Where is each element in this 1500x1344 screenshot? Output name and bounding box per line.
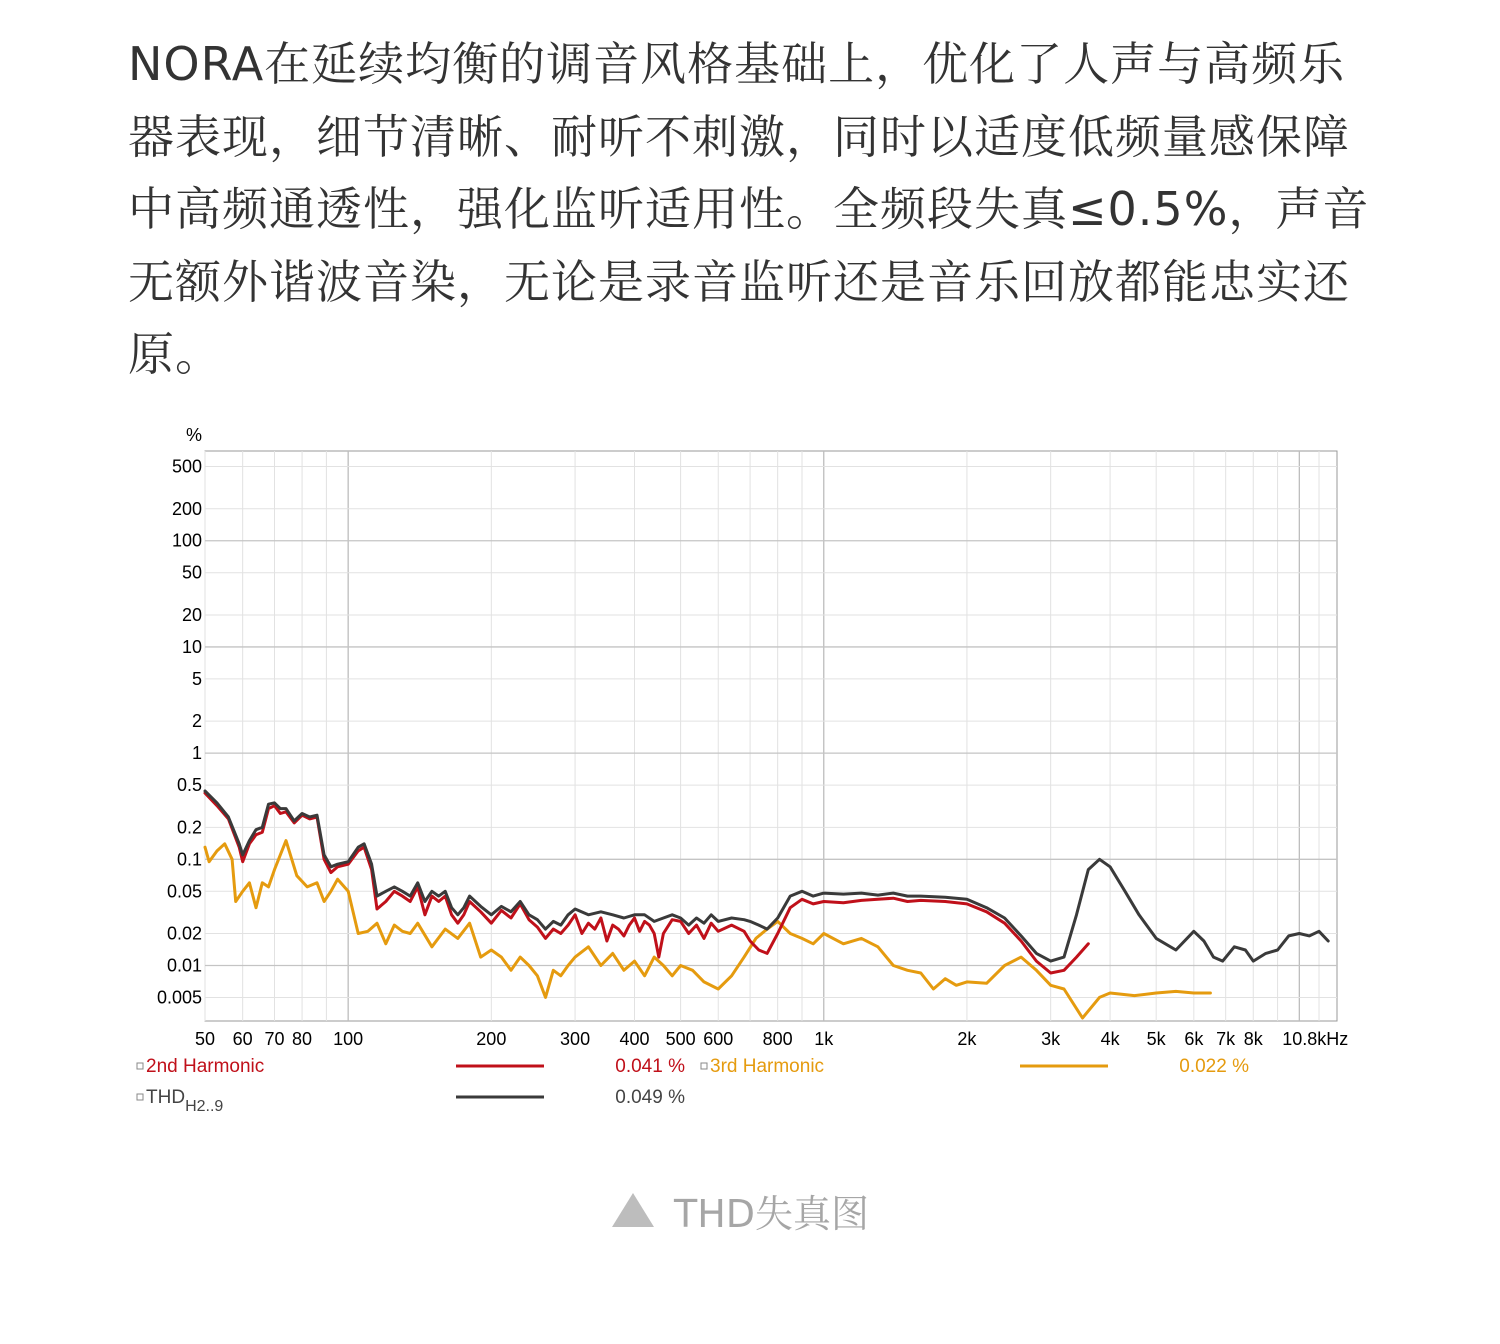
- y-tick-label: 0.005: [156, 987, 202, 1008]
- x-tick-label: 3k: [1041, 1029, 1061, 1049]
- y-tick-label: 500: [171, 456, 202, 477]
- x-tick-label: 1k: [814, 1029, 834, 1049]
- legend-value: 0.041 %: [615, 1056, 685, 1077]
- legend-label: 3rd Harmonic: [710, 1056, 825, 1077]
- legend-label: 2nd Harmonic: [146, 1056, 265, 1077]
- y-tick-label: 1: [191, 743, 202, 764]
- y-tick-label: 200: [171, 498, 202, 519]
- triangle-up-icon: [612, 1193, 654, 1227]
- x-tick-label: 50: [194, 1029, 216, 1049]
- x-tick-label: 80: [292, 1029, 313, 1049]
- x-tick-label: 8k: [1243, 1029, 1263, 1049]
- x-tick-label: 300: [560, 1029, 591, 1049]
- x-tick-label: 5k: [1146, 1029, 1166, 1049]
- legend-label: $THD_{H2..9}$: [146, 1087, 224, 1115]
- caption-text: THD失真图: [674, 1191, 870, 1236]
- y-tick-label: 0.05: [166, 881, 202, 902]
- y-tick-label: 0.02: [166, 923, 202, 944]
- x-tick-label: 4k: [1100, 1029, 1120, 1049]
- x-tick-label: 200: [476, 1029, 507, 1049]
- x-tick-label: 2k: [957, 1029, 977, 1049]
- y-tick-label: 5: [191, 668, 202, 689]
- y-tick-label: 0.1: [176, 849, 202, 870]
- intro-paragraph: NORA在延续均衡的调音风格基础上，优化了人声与高频乐器表现，细节清晰、耐听不刺激，同时以适度低频量感保障中高频通透性，强化监听适用性。全频段失真≤0.5%，声音无额外谐波音染，无论是录音监听还是音乐回放都能忠实还原。: [128, 37, 1370, 381]
- plot-area: [205, 451, 1337, 1021]
- x-tick-label: 60: [232, 1029, 253, 1049]
- x-tick-labels: [195, 1029, 1348, 1049]
- y-tick-labels: [157, 457, 202, 1008]
- y-tick-label: 100: [171, 530, 202, 551]
- x-tick-label: 6k: [1184, 1029, 1204, 1049]
- y-tick-label: 10: [181, 636, 202, 657]
- y-axis-unit-label: %: [185, 425, 202, 445]
- x-tick-label: 600: [703, 1029, 734, 1049]
- y-tick-label: 20: [181, 604, 202, 625]
- legend-checkbox: [137, 1063, 143, 1069]
- y-tick-label: 0.01: [166, 955, 202, 976]
- x-tick-label: 7k: [1216, 1029, 1236, 1049]
- chart-caption: [612, 1186, 869, 1234]
- legend-value: 0.022 %: [1179, 1056, 1249, 1077]
- x-tick-label: 10.8kHz: [1282, 1029, 1349, 1049]
- legend-checkbox: [137, 1094, 143, 1100]
- x-tick-label: 70: [264, 1029, 285, 1049]
- y-tick-label: 0.2: [176, 817, 202, 838]
- x-tick-label: 400: [619, 1029, 650, 1049]
- x-tick-label: 500: [665, 1029, 696, 1049]
- y-tick-label: 2: [191, 711, 202, 732]
- x-tick-label: 800: [762, 1029, 793, 1049]
- y-tick-label: 0.5: [176, 775, 202, 796]
- legend: [137, 1056, 1249, 1115]
- legend-checkbox: [701, 1063, 707, 1069]
- legend-value: 0.049 %: [615, 1087, 685, 1108]
- x-tick-label: 100: [333, 1029, 364, 1049]
- y-tick-label: 50: [181, 562, 202, 583]
